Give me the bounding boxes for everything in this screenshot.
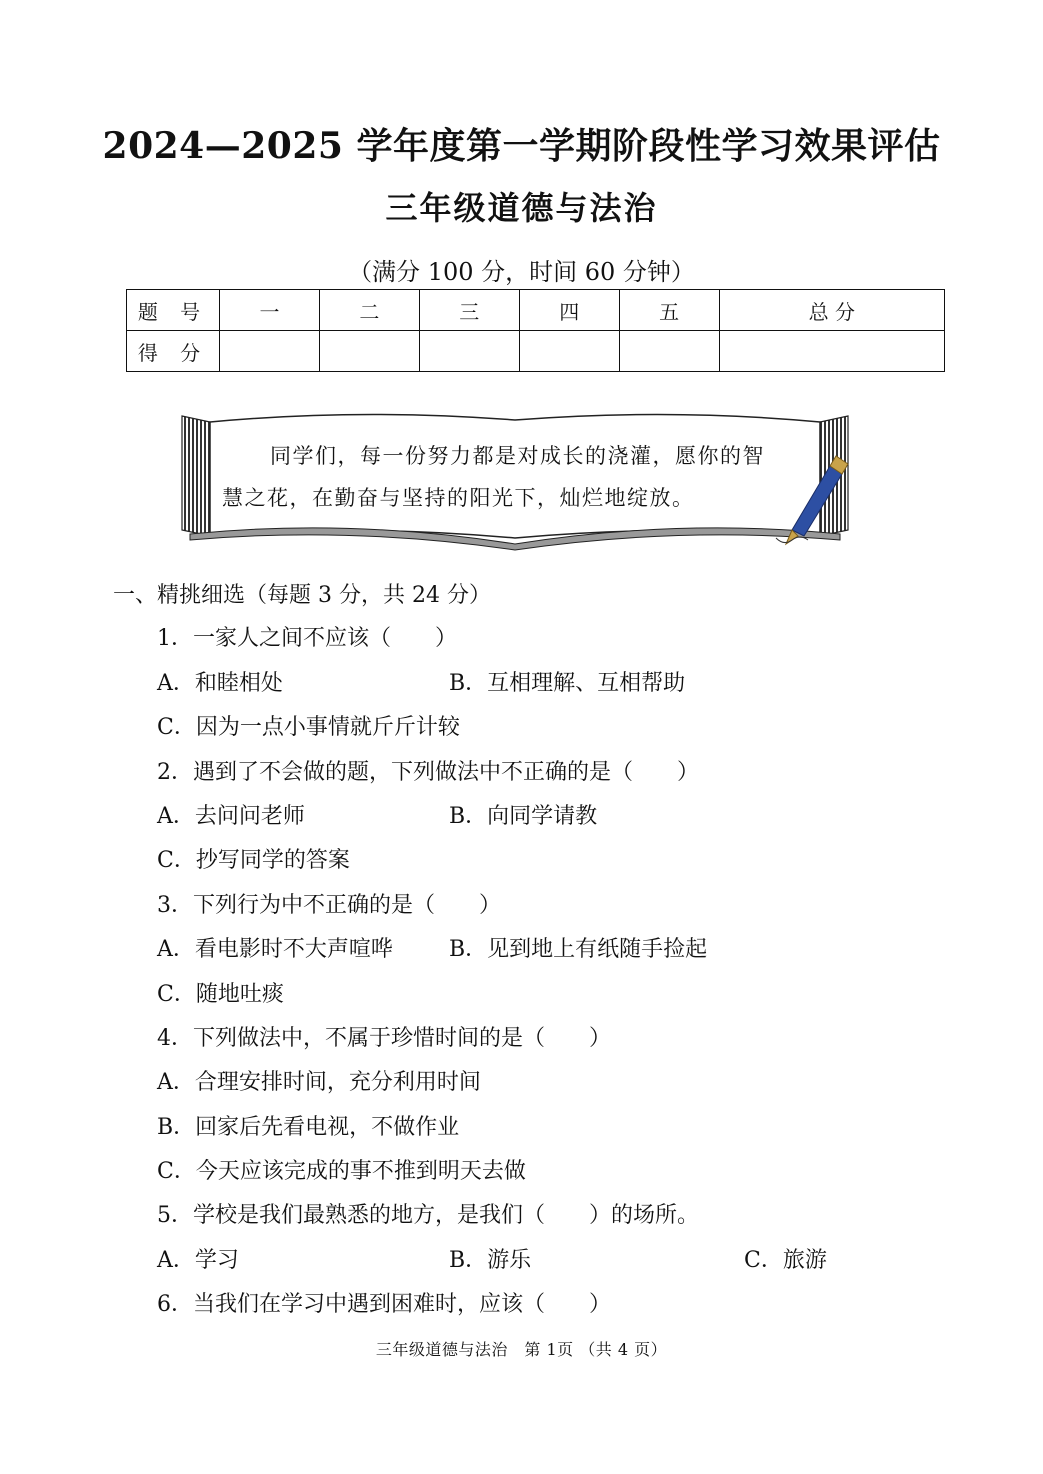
option-b: B．互相理解、互相帮助 (449, 671, 686, 696)
option-b: B．见到地上有纸随手捡起 (449, 937, 708, 962)
option-a: A．学习 (157, 1248, 239, 1273)
score-cell[interactable] (619, 331, 719, 372)
option-c: C．今天应该完成的事不推到明天去做 (157, 1159, 526, 1184)
table-header-cell: 题 号 (127, 290, 220, 331)
question-stem: 1．一家人之间不应该（ ） (157, 626, 457, 651)
option-c: C．抄写同学的答案 (157, 848, 350, 873)
option-a: A．合理安排时间，充分利用时间 (157, 1070, 481, 1095)
option-c: C．旅游 (744, 1248, 827, 1273)
table-row-label: 得 分 (127, 331, 220, 372)
score-cell[interactable] (519, 331, 619, 372)
banner-text-line-1: 同学们，每一份努力都是对成长的浇灌，愿你的智 (270, 444, 765, 468)
option-c: C．因为一点小事情就斤斤计较 (157, 715, 460, 740)
question-stem: 2．遇到了不会做的题，下列做法中不正确的是（ ） (157, 760, 699, 785)
score-info: （满分 100 分，时间 60 分钟） (348, 258, 695, 286)
score-cell[interactable] (419, 331, 519, 372)
option-b: B．回家后先看电视，不做作业 (157, 1115, 460, 1140)
table-header-cell: 五 (619, 290, 719, 331)
question-stem: 4．下列做法中，不属于珍惜时间的是（ ） (157, 1026, 611, 1051)
table-header-cell: 二 (319, 290, 419, 331)
option-a: A．看电影时不大声喧哗 (157, 937, 393, 962)
banner-text-line-2: 慧之花，在勤奋与坚持的阳光下，灿烂地绽放。 (222, 486, 695, 510)
score-cell[interactable] (319, 331, 419, 372)
table-row (127, 290, 945, 331)
score-cell[interactable] (220, 331, 320, 372)
table-header-cell: 总 分 (719, 290, 944, 331)
option-b: B．向同学请教 (449, 804, 598, 829)
option-c: C．随地吐痰 (157, 982, 284, 1007)
table-header-cell: 一 (220, 290, 320, 331)
exam-title: 2024—2025 学年度第一学期阶段性学习效果评估 (102, 125, 941, 167)
table-header-cell: 四 (519, 290, 619, 331)
score-cell[interactable] (719, 331, 944, 372)
option-b: B．游乐 (449, 1248, 532, 1273)
score-table (126, 289, 945, 372)
question-stem: 3．下列行为中不正确的是（ ） (157, 893, 501, 918)
option-a: A．去问问老师 (157, 804, 305, 829)
table-header-cell: 三 (419, 290, 519, 331)
question-stem: 6．当我们在学习中遇到困难时，应该（ ） (157, 1292, 611, 1317)
page-footer: 三年级道德与法治 第 1页 （共 4 页） (375, 1340, 668, 1359)
option-a: A．和睦相处 (157, 671, 283, 696)
section-title: 一、精挑细选（每题 3 分，共 24 分） (113, 583, 491, 608)
question-stem: 5．学校是我们最熟悉的地方，是我们（ ）的场所。 (157, 1203, 699, 1228)
book-banner-illustration (180, 408, 850, 553)
table-row (127, 331, 945, 372)
subject-title: 三年级道德与法治 (385, 189, 658, 227)
